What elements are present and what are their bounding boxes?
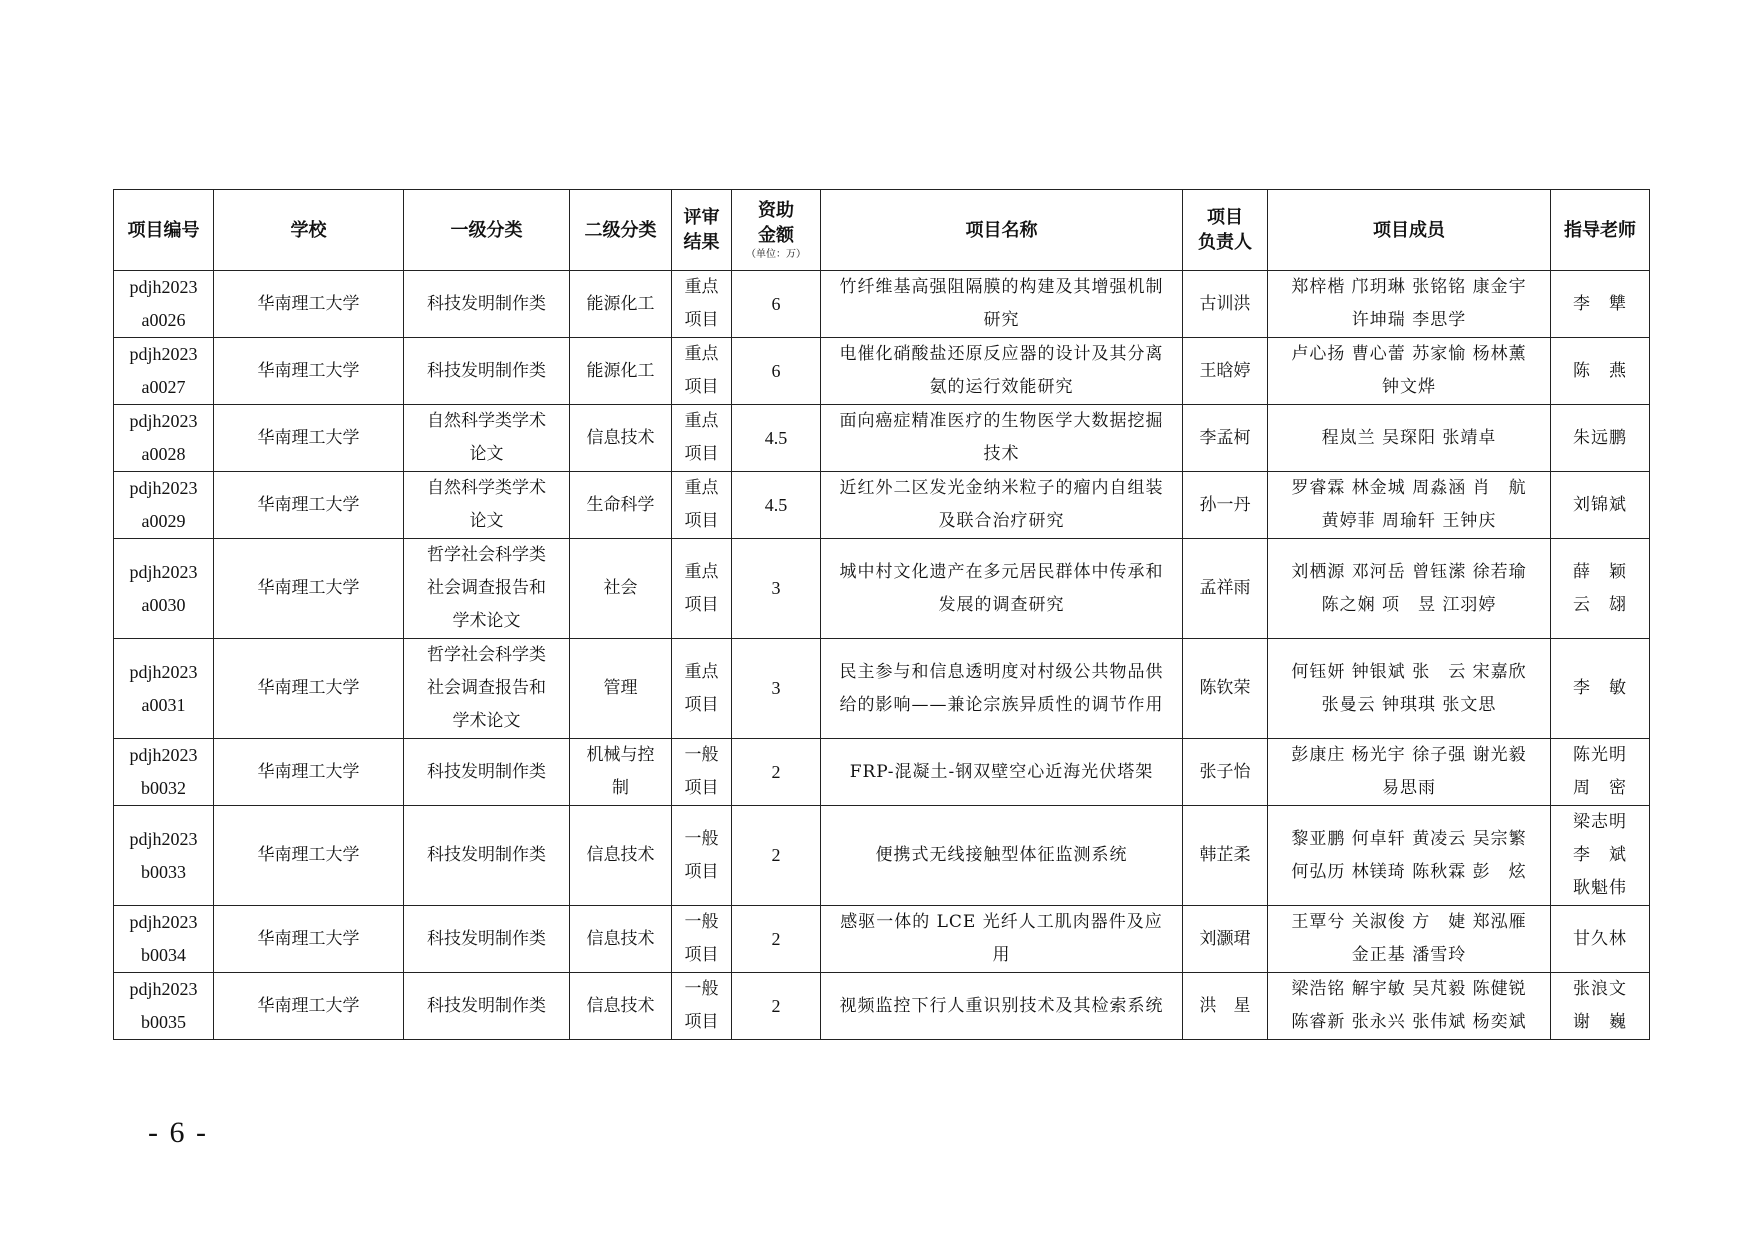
category-1-cell: 自然科学类学术 论文: [404, 405, 570, 472]
school-cell: 华南理工大学: [214, 906, 404, 973]
school-cell: 华南理工大学: [214, 472, 404, 539]
project-name-cell: 竹纤维基高强阻隔膜的构建及其增强机制 研究: [821, 271, 1183, 338]
school-cell: 华南理工大学: [214, 271, 404, 338]
project-members-cell: 卢心扬 曹心蕾 苏家愉 杨林薰 钟文烨: [1268, 338, 1551, 405]
project-members-cell: 程岚兰 吴琛阳 张靖卓: [1268, 405, 1551, 472]
funding-amount-cell: 4.5: [732, 472, 821, 539]
funding-amount-cell: 4.5: [732, 405, 821, 472]
advisor-cell: 薛 颖 云 翃: [1551, 539, 1650, 639]
funding-amount-cell: 2: [732, 806, 821, 906]
school-cell: 华南理工大学: [214, 338, 404, 405]
advisor-cell: 梁志明 李 斌 耿魁伟: [1551, 806, 1650, 906]
project-members-cell: 黎亚鹏 何卓轩 黄凌云 吴宗繁 何弘历 林镁琦 陈秋霖 彭 炫: [1268, 806, 1551, 906]
category-2-cell: 信息技术: [570, 405, 672, 472]
review-result-cell: 一般 项目: [672, 973, 732, 1040]
project-name-cell: 感驱一体的 LCE 光纤人工肌肉器件及应 用: [821, 906, 1183, 973]
project-leader-cell: 洪 星: [1183, 973, 1268, 1040]
header-project-members: 项目成员: [1268, 190, 1551, 271]
table-row: [114, 472, 1650, 539]
header-review-result: 评审 结果: [672, 190, 732, 271]
funding-amount-cell: 6: [732, 338, 821, 405]
header-advisor: 指导老师: [1551, 190, 1650, 271]
project-members-cell: 梁浩铭 解宇敏 吴芃毅 陈健锐 陈睿新 张永兴 张伟斌 杨奕斌: [1268, 973, 1551, 1040]
project-members-cell: 彭康庄 杨光宇 徐子强 谢光毅 易思雨: [1268, 739, 1551, 806]
project-leader-cell: 李孟柯: [1183, 405, 1268, 472]
project-id-cell: pdjh2023 a0026: [114, 271, 214, 338]
project-members-cell: 郑梓楷 邝玥琳 张铭铭 康金宇 许坤瑞 李思学: [1268, 271, 1551, 338]
advisor-cell: 李 敏: [1551, 639, 1650, 739]
review-result-cell: 重点 项目: [672, 639, 732, 739]
project-id-cell: pdjh2023 b0034: [114, 906, 214, 973]
advisor-cell: 张浪文 谢 巍: [1551, 973, 1650, 1040]
header-funding-amount: [732, 190, 821, 271]
category-1-cell: 哲学社会科学类 社会调查报告和 学术论文: [404, 539, 570, 639]
project-leader-cell: 张子怡: [1183, 739, 1268, 806]
project-leader-cell: 陈钦荣: [1183, 639, 1268, 739]
header-funding-amount-label: 资助 金额: [758, 200, 794, 246]
header-project-leader: 项目 负责人: [1183, 190, 1268, 271]
category-1-cell: 科技发明制作类: [404, 739, 570, 806]
project-leader-cell: 韩芷柔: [1183, 806, 1268, 906]
project-leader-cell: 古训洪: [1183, 271, 1268, 338]
project-name-cell: 民主参与和信息透明度对村级公共物品供 给的影响——兼论宗族异质性的调节作用: [821, 639, 1183, 739]
category-2-cell: 信息技术: [570, 973, 672, 1040]
category-2-cell: 信息技术: [570, 906, 672, 973]
header-project-name: 项目名称: [821, 190, 1183, 271]
category-2-cell: 管理: [570, 639, 672, 739]
review-result-cell: 重点 项目: [672, 271, 732, 338]
review-result-cell: 重点 项目: [672, 472, 732, 539]
table-row: [114, 271, 1650, 338]
advisor-cell: 甘久林: [1551, 906, 1650, 973]
project-name-cell: 便携式无线接触型体征监测系统: [821, 806, 1183, 906]
category-1-cell: 科技发明制作类: [404, 906, 570, 973]
project-leader-cell: 王晗婷: [1183, 338, 1268, 405]
school-cell: 华南理工大学: [214, 405, 404, 472]
category-2-cell: 信息技术: [570, 806, 672, 906]
category-2-cell: 社会: [570, 539, 672, 639]
table-row: [114, 338, 1650, 405]
advisor-cell: 刘锦斌: [1551, 472, 1650, 539]
advisor-cell: 李 犨: [1551, 271, 1650, 338]
projects-table: [113, 189, 1650, 1040]
funding-amount-cell: 2: [732, 973, 821, 1040]
project-leader-cell: 孙一丹: [1183, 472, 1268, 539]
page-number: - 6 -: [148, 1116, 208, 1149]
table-body: [114, 271, 1650, 1040]
project-id-cell: pdjh2023 a0029: [114, 472, 214, 539]
review-result-cell: 重点 项目: [672, 338, 732, 405]
category-2-cell: 能源化工: [570, 271, 672, 338]
review-result-cell: 重点 项目: [672, 405, 732, 472]
project-leader-cell: 刘灏珺: [1183, 906, 1268, 973]
project-members-cell: 罗睿霖 林金城 周淼涵 肖 航 黄婷菲 周瑜轩 王钟庆: [1268, 472, 1551, 539]
table-row: [114, 739, 1650, 806]
review-result-cell: 一般 项目: [672, 739, 732, 806]
header-funding-amount-unit: （单位：万）: [746, 249, 806, 260]
header-project-id: 项目编号: [114, 190, 214, 271]
project-id-cell: pdjh2023 a0027: [114, 338, 214, 405]
category-2-cell: 能源化工: [570, 338, 672, 405]
project-id-cell: pdjh2023 a0030: [114, 539, 214, 639]
project-name-cell: 城中村文化遗产在多元居民群体中传承和 发展的调查研究: [821, 539, 1183, 639]
project-id-cell: pdjh2023 b0032: [114, 739, 214, 806]
table-row: [114, 973, 1650, 1040]
category-2-cell: 机械与控 制: [570, 739, 672, 806]
school-cell: 华南理工大学: [214, 639, 404, 739]
project-name-cell: 视频监控下行人重识别技术及其检索系统: [821, 973, 1183, 1040]
funding-amount-cell: 3: [732, 539, 821, 639]
project-id-cell: pdjh2023 a0031: [114, 639, 214, 739]
school-cell: 华南理工大学: [214, 806, 404, 906]
school-cell: 华南理工大学: [214, 539, 404, 639]
project-name-cell: 面向癌症精准医疗的生物医学大数据挖掘 技术: [821, 405, 1183, 472]
category-1-cell: 自然科学类学术 论文: [404, 472, 570, 539]
table-row: [114, 806, 1650, 906]
table-header-row: [114, 190, 1650, 271]
table-row: [114, 539, 1650, 639]
funding-amount-cell: 3: [732, 639, 821, 739]
category-1-cell: 哲学社会科学类 社会调查报告和 学术论文: [404, 639, 570, 739]
category-1-cell: 科技发明制作类: [404, 271, 570, 338]
funding-amount-cell: 6: [732, 271, 821, 338]
table-row: [114, 405, 1650, 472]
advisor-cell: 朱远鹏: [1551, 405, 1650, 472]
project-name-cell: FRP-混凝土-钢双壁空心近海光伏塔架: [821, 739, 1183, 806]
funding-amount-cell: 2: [732, 739, 821, 806]
header-category-2: 二级分类: [570, 190, 672, 271]
table-row: [114, 906, 1650, 973]
review-result-cell: 重点 项目: [672, 539, 732, 639]
header-category-1: 一级分类: [404, 190, 570, 271]
project-id-cell: pdjh2023 b0033: [114, 806, 214, 906]
category-1-cell: 科技发明制作类: [404, 338, 570, 405]
category-2-cell: 生命科学: [570, 472, 672, 539]
funding-amount-cell: 2: [732, 906, 821, 973]
project-leader-cell: 孟祥雨: [1183, 539, 1268, 639]
review-result-cell: 一般 项目: [672, 806, 732, 906]
project-members-cell: 刘栖源 邓河岳 曾钰潆 徐若瑜 陈之娴 项 昱 江羽婷: [1268, 539, 1551, 639]
project-name-cell: 电催化硝酸盐还原反应器的设计及其分离 氨的运行效能研究: [821, 338, 1183, 405]
school-cell: 华南理工大学: [214, 739, 404, 806]
advisor-cell: 陈 燕: [1551, 338, 1650, 405]
table-row: [114, 639, 1650, 739]
header-school: 学校: [214, 190, 404, 271]
project-members-cell: 王覃兮 关淑俊 方 婕 郑泓雁 金正基 潘雪玲: [1268, 906, 1551, 973]
category-1-cell: 科技发明制作类: [404, 806, 570, 906]
project-id-cell: pdjh2023 a0028: [114, 405, 214, 472]
project-members-cell: 何钰妍 钟银斌 张 云 宋嘉欣 张曼云 钟琪琪 张文思: [1268, 639, 1551, 739]
project-id-cell: pdjh2023 b0035: [114, 973, 214, 1040]
category-1-cell: 科技发明制作类: [404, 973, 570, 1040]
school-cell: 华南理工大学: [214, 973, 404, 1040]
project-name-cell: 近红外二区发光金纳米粒子的瘤内自组装 及联合治疗研究: [821, 472, 1183, 539]
review-result-cell: 一般 项目: [672, 906, 732, 973]
advisor-cell: 陈光明 周 密: [1551, 739, 1650, 806]
